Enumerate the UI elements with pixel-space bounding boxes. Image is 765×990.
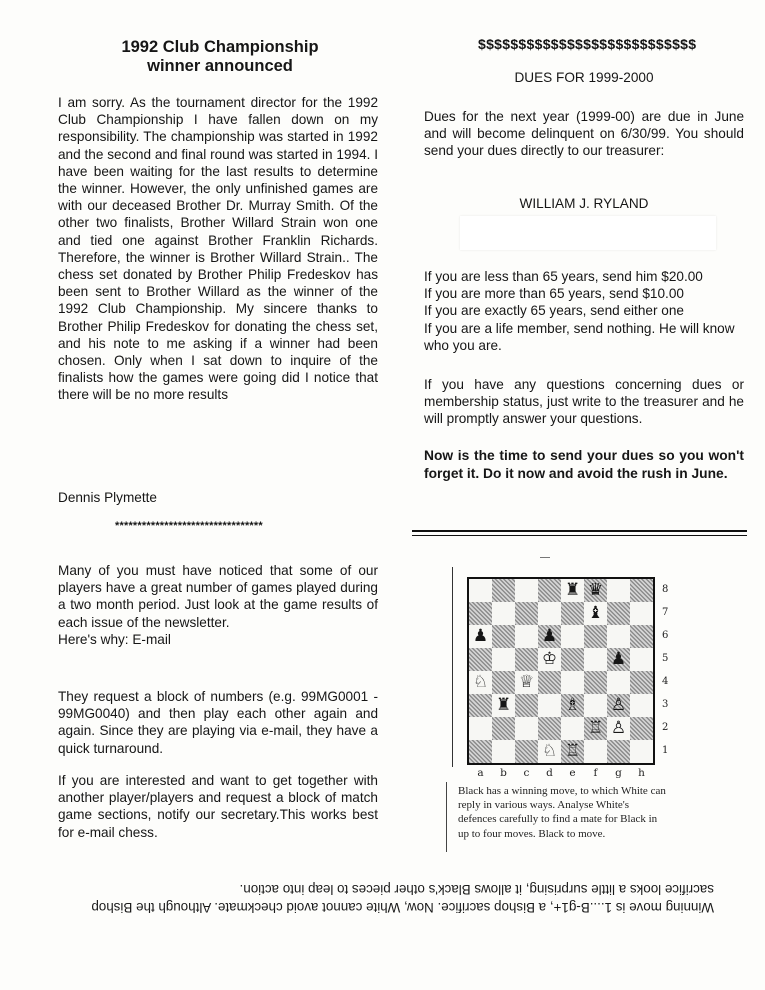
square-a4 [469,671,492,694]
dues-questions: If you have any questions concerning dues or membership status, just write to the treasurer and he will promptly answer your questions. [424,377,744,427]
piece-g3: ♙ [610,695,627,715]
divider-rule-thin [412,535,747,536]
rate-line-3: If you are exactly 65 years, send either one [424,303,684,319]
square-h1 [630,740,653,763]
square-f3 [584,694,607,717]
square-e6 [561,625,584,648]
square-d3 [538,694,561,717]
file-label-e: e [569,767,576,779]
piece-f8: ♛ [587,580,604,600]
square-e7 [561,602,584,625]
signature: Dennis Plymette [58,490,157,505]
square-g6 [607,625,630,648]
square-h3 [630,694,653,717]
whited-out-address [460,216,716,250]
square-b7 [492,602,515,625]
rank-label-4: 4 [662,676,669,687]
email-article-para-3: If you are interested and want to get together with another player/players and request a block of match game sections, notify our secretary.This works best for e-mail chess. [58,773,378,840]
dues-intro: Dues for the next year (1999-00) are due in June and will become delinquent on 6/30/99. You should send your dues directly to our treasurer: [424,109,744,159]
square-g4 [607,671,630,694]
rank-label-2: 2 [662,722,669,733]
file-label-f: f [593,767,598,779]
square-b8 [492,579,515,602]
divider-rule-thick [412,530,747,532]
diagram-caption: Black has a winning move, to which White can reply in various ways. Analyse White's defences carefully to find a mate for Black in up to four moves. Black to move. [458,785,666,840]
square-g7 [607,602,630,625]
square-f8 [584,579,607,602]
piece-d1: ♘ [541,741,558,761]
rate-line-1: If you are less than 65 years, send him $20.00 [424,269,703,284]
rank-label-3: 3 [662,699,669,710]
square-a7 [469,602,492,625]
square-d7 [538,602,561,625]
square-g5 [607,648,630,671]
square-e1 [561,740,584,763]
piece-g5: ♟ [610,649,627,669]
piece-a6: ♟ [472,626,489,646]
file-label-d: d [546,767,553,779]
square-c5 [515,648,538,671]
square-a8 [469,579,492,602]
square-f6 [584,625,607,648]
piece-e3: ♗ [564,695,581,715]
square-c6 [515,625,538,648]
rate-line-4: If you are a life member, send nothing. He will know who you are. [424,320,735,353]
square-a3 [469,694,492,717]
square-d4 [538,671,561,694]
square-d6 [538,625,561,648]
file-label-a: a [477,767,484,779]
rank-label-7: 7 [662,607,669,618]
rank-label-5: 5 [662,653,669,664]
square-b4 [492,671,515,694]
dues-rates [424,268,744,354]
email-para-1-text: Many of you must have noticed that some of our players have a great number of games played during a two month period. Just look at the game results of each issue of the newsletter. [58,563,378,630]
square-d2 [538,717,561,740]
caption-rule [446,782,447,852]
square-h6 [630,625,653,648]
square-f5 [584,648,607,671]
square-d1 [538,740,561,763]
file-label-g: g [615,767,622,779]
email-article-para-2: They request a block of numbers (e.g. 99MG0001 - 99MG0040) and then play each other again and again. Since they are playing via e-mail, they have a quick turnaround. [58,689,378,756]
square-a6 [469,625,492,648]
square-c1 [515,740,538,763]
square-a2 [469,717,492,740]
square-f4 [584,671,607,694]
article-title [70,38,370,76]
square-g2 [607,717,630,740]
square-g3 [607,694,630,717]
square-c7 [515,602,538,625]
square-a5 [469,648,492,671]
square-b1 [492,740,515,763]
dues-call-to-action: Now is the time to send your dues so you won't forget it. Do it now and avoid the rush in June. [424,448,744,481]
square-e5 [561,648,584,671]
rank-label-8: 8 [662,584,669,595]
star-separator: ********************************* [115,520,263,532]
piece-d6: ♟ [541,626,558,646]
square-d8 [538,579,561,602]
square-d5 [538,648,561,671]
rank-label-6: 6 [662,630,669,641]
square-e2 [561,717,584,740]
piece-d5: ♔ [541,649,558,669]
piece-f7: ♝ [587,603,604,623]
piece-g2: ♙ [610,718,627,738]
file-label-b: b [500,767,507,779]
square-f1 [584,740,607,763]
square-a1 [469,740,492,763]
square-b2 [492,717,515,740]
email-para-1-last-line: Here's why: E-mail [58,631,171,647]
piece-b3: ♜ [495,695,512,715]
piece-c4: ♕ [518,672,535,692]
square-c4 [515,671,538,694]
file-label-c: c [523,767,530,779]
email-article-para-1 [58,562,378,648]
dues-heading: DUES FOR 1999-2000 [514,70,654,85]
dollar-banner: $$$$$$$$$$$$$$$$$$$$$$$$$$$ [478,36,697,52]
file-label-h: h [638,767,645,779]
square-e8 [561,579,584,602]
square-h2 [630,717,653,740]
square-f2 [584,717,607,740]
square-c3 [515,694,538,717]
solution-upside-down: Winning move is 1....B-g1+, a Bishop sacrifice. Now, White cannot avoid checkmate. Although the Bishop sacrifice looks a little surprising, it allows Black's other pieces to leap into action. [91,882,714,915]
piece-a4: ♘ [472,672,489,692]
square-g1 [607,740,630,763]
treasurer-name: WILLIAM J. RYLAND [519,196,649,211]
piece-e8: ♜ [564,580,581,600]
square-c8 [515,579,538,602]
chess-board [467,577,655,765]
diagram-tick [540,557,550,558]
square-h4 [630,671,653,694]
square-f7 [584,602,607,625]
square-g8 [607,579,630,602]
square-e4 [561,671,584,694]
piece-e1: ♖ [564,741,581,761]
square-h8 [630,579,653,602]
rank-label-1: 1 [662,745,669,756]
title-line-1: 1992 Club Championship [121,38,319,56]
square-b6 [492,625,515,648]
square-h5 [630,648,653,671]
title-line-2: winner announced [147,57,293,75]
square-h7 [630,602,653,625]
square-e3 [561,694,584,717]
championship-body: I am sorry. As the tournament director for the 1992 Club Championship I have fallen down on my responsibility. The championship was started in 1992 and the second and final round was started in 1994. I have been waiting for the last results to determine the winner. However, the only unfinished games are with our deceased Brother Dr. Murray Smith. Of the other two finalists, Brother Willard Strain won one and tied one against Brother Franklin Richards. Therefore, the winner is Brother Willard Strain.. The chess set donated by Brother Philip Fredeskov has been sent to Brother Willard as the winner of the 1992 Club Championship. My sincere thanks to Brother Philip Fredeskov for donating the chess set, and his note to me asking if a winner had been chosen. Only when I sat down to inquire of the finalists how the games were going did I notice that there will be no more results [58,95,378,403]
piece-f2: ♖ [587,718,604,738]
square-c2 [515,717,538,740]
rate-line-2: If you are more than 65 years, send $10.00 [424,286,684,302]
square-b3 [492,694,515,717]
square-b5 [492,648,515,671]
